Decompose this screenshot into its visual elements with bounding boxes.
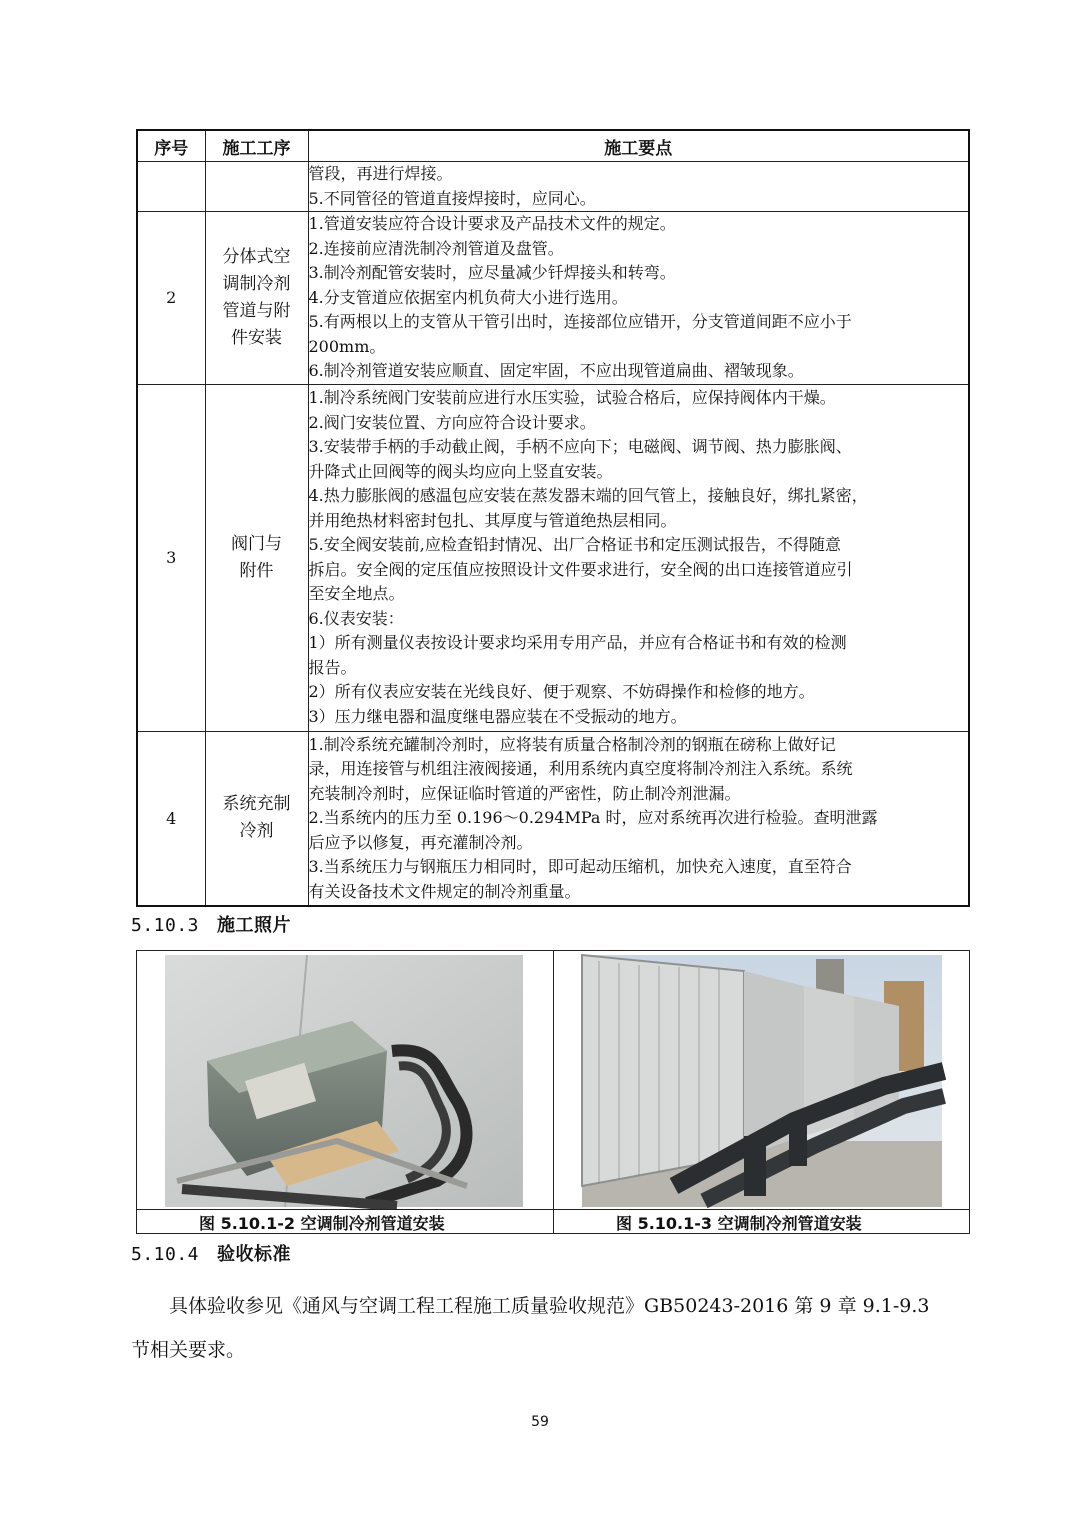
header-process: 施工工序 [205, 130, 308, 162]
process-line: 件安装 [231, 327, 282, 348]
paragraph-line: 具体验收参见《通风与空调工程工程施工质量验收规范》GB50243-2016 第 9 章 9.1-9.3 [169, 1295, 930, 1317]
point-line: 2.连接前应清洗制冷剂管道及盘管。 [308, 238, 564, 258]
point-line: 有关设备技术文件规定的制冷剂重量。 [308, 881, 581, 901]
cell-points [308, 384, 969, 731]
process-line: 阀门与 [231, 533, 282, 554]
point-line: 报告。 [308, 657, 357, 677]
cell-sequence-number: 4 [137, 731, 205, 906]
section-heading-acceptance [131, 1240, 291, 1266]
section-number: 5.10.4 [131, 1244, 200, 1265]
point-line: 拆启。安全阀的定压值应按照设计文件要求进行，安全阀的出口连接管道应引 [308, 559, 853, 579]
photo-indoor-unit-piping [137, 951, 553, 1209]
header-points: 施工要点 [308, 130, 969, 162]
point-line: 1）所有测量仪表按设计要求均采用专用产品，并应有合格证书和有效的检测 [308, 633, 847, 652]
cell-process [205, 212, 308, 385]
cell-sequence-number: 3 [137, 384, 205, 731]
section-title: 验收标准 [217, 1244, 292, 1265]
cell-points [308, 162, 969, 212]
point-line: 录，用连接管与机组注液阀接通，利用系统内真空度将制冷剂注入系统。系统 [308, 759, 853, 778]
point-line: 5.安全阀安装前,应检查铅封情况、出厂合格证书和定压测试报告，不得随意 [308, 535, 841, 554]
construction-points-table [136, 129, 970, 907]
point-line: 升降式止回阀等的阀头均应向上竖直安装。 [308, 461, 613, 481]
caption-row [137, 1209, 969, 1234]
table-row [137, 731, 969, 906]
point-line: 6.仪表安装： [308, 608, 404, 628]
process-line: 管道与附 [222, 300, 291, 321]
point-line: 1.制冷系统充罐制冷剂时，应将装有质量合格制冷剂的钢瓶在磅称上做好记 [308, 734, 836, 754]
cell-process [205, 384, 308, 731]
photo-cell-right [554, 951, 969, 1209]
point-line: 2）所有仪表应安装在光线良好、便于观察、不妨碍操作和检修的地方。 [308, 682, 815, 701]
point-line: 3）压力继电器和温度继电器应装在不受振动的地方。 [308, 706, 687, 726]
point-line: 6.制冷剂管道安装应顺直、固定牢固，不应出现管道扁曲、褶皱现象。 [308, 361, 804, 380]
process-line: 分体式空 [222, 246, 291, 267]
caption-left: 图 5.10.1-2 空调制冷剂管道安装 [199, 1214, 445, 1233]
photo-outdoor-units-piping [554, 951, 969, 1209]
section-title: 施工照片 [217, 915, 292, 936]
point-line: 3.安装带手柄的手动截止阀，手柄不应向下；电磁阀、调节阀、热力膨胀阀、 [308, 437, 852, 456]
cell-process [205, 162, 308, 212]
process-line: 冷剂 [239, 821, 274, 842]
point-line: 3.当系统压力与钢瓶压力相同时，即可起动压缩机，加快充入速度，直至符合 [308, 857, 852, 876]
caption-right: 图 5.10.1-3 空调制冷剂管道安装 [616, 1214, 862, 1233]
process-line: 调制冷剂 [222, 273, 291, 294]
point-line: 5.不同管径的管道直接焊接时，应同心。 [308, 188, 596, 208]
photo-table [136, 950, 970, 1234]
cell-points [308, 212, 969, 385]
cell-process [205, 731, 308, 906]
cell-points [308, 731, 969, 906]
table-row [137, 212, 969, 385]
point-line: 后应予以修复，再充灌制冷剂。 [308, 832, 533, 852]
point-line: 5.有两根以上的支管从干管引出时，连接部位应错开，分支管道间距不应小于 [308, 312, 852, 331]
section-heading-photos [131, 911, 291, 937]
process-line: 附件 [239, 560, 274, 581]
point-line: 2.当系统内的压力至 0.196～0.294MPa 时，应对系统再次进行检验。查明泄露 [308, 808, 878, 827]
point-line: 200mm。 [308, 336, 386, 356]
table-row [137, 162, 969, 212]
point-line: 至安全地点。 [308, 584, 405, 603]
point-line: 1.制冷系统阀门安装前应进行水压实验，试验合格后，应保持阀体内干燥。 [308, 388, 836, 407]
acceptance-paragraph [131, 1284, 981, 1372]
section-number: 5.10.3 [131, 915, 200, 936]
caption-divider [553, 1210, 554, 1234]
paragraph-line: 节相关要求。 [131, 1339, 246, 1361]
point-line: 2.阀门安装位置、方向应符合设计要求。 [308, 412, 596, 432]
point-line: 4.热力膨胀阀的感温包应安装在蒸发器末端的回气管上，接触良好，绑扎紧密， [308, 486, 868, 505]
page-number: 59 [531, 1414, 549, 1430]
cell-sequence-number [137, 162, 205, 212]
table-row [137, 384, 969, 731]
cell-sequence-number: 2 [137, 212, 205, 385]
process-line: 系统充制 [222, 794, 291, 815]
point-line: 并用绝热材料密封包扎、其厚度与管道绝热层相同。 [308, 510, 677, 530]
point-line: 3.制冷剂配管安装时，应尽量减少钎焊接头和转弯。 [308, 263, 676, 282]
header-no: 序号 [137, 130, 205, 162]
photo-cell-left [137, 951, 554, 1209]
point-line: 1.管道安装应符合设计要求及产品技术文件的规定。 [308, 214, 676, 233]
point-line: 充装制冷剂时，应保证临时管道的严密性，防止制冷剂泄漏。 [308, 783, 741, 803]
point-line: 4.分支管道应依据室内机负荷大小进行选用。 [308, 287, 628, 307]
point-line: 管段，再进行焊接。 [308, 164, 453, 183]
table-header-row [137, 130, 969, 162]
